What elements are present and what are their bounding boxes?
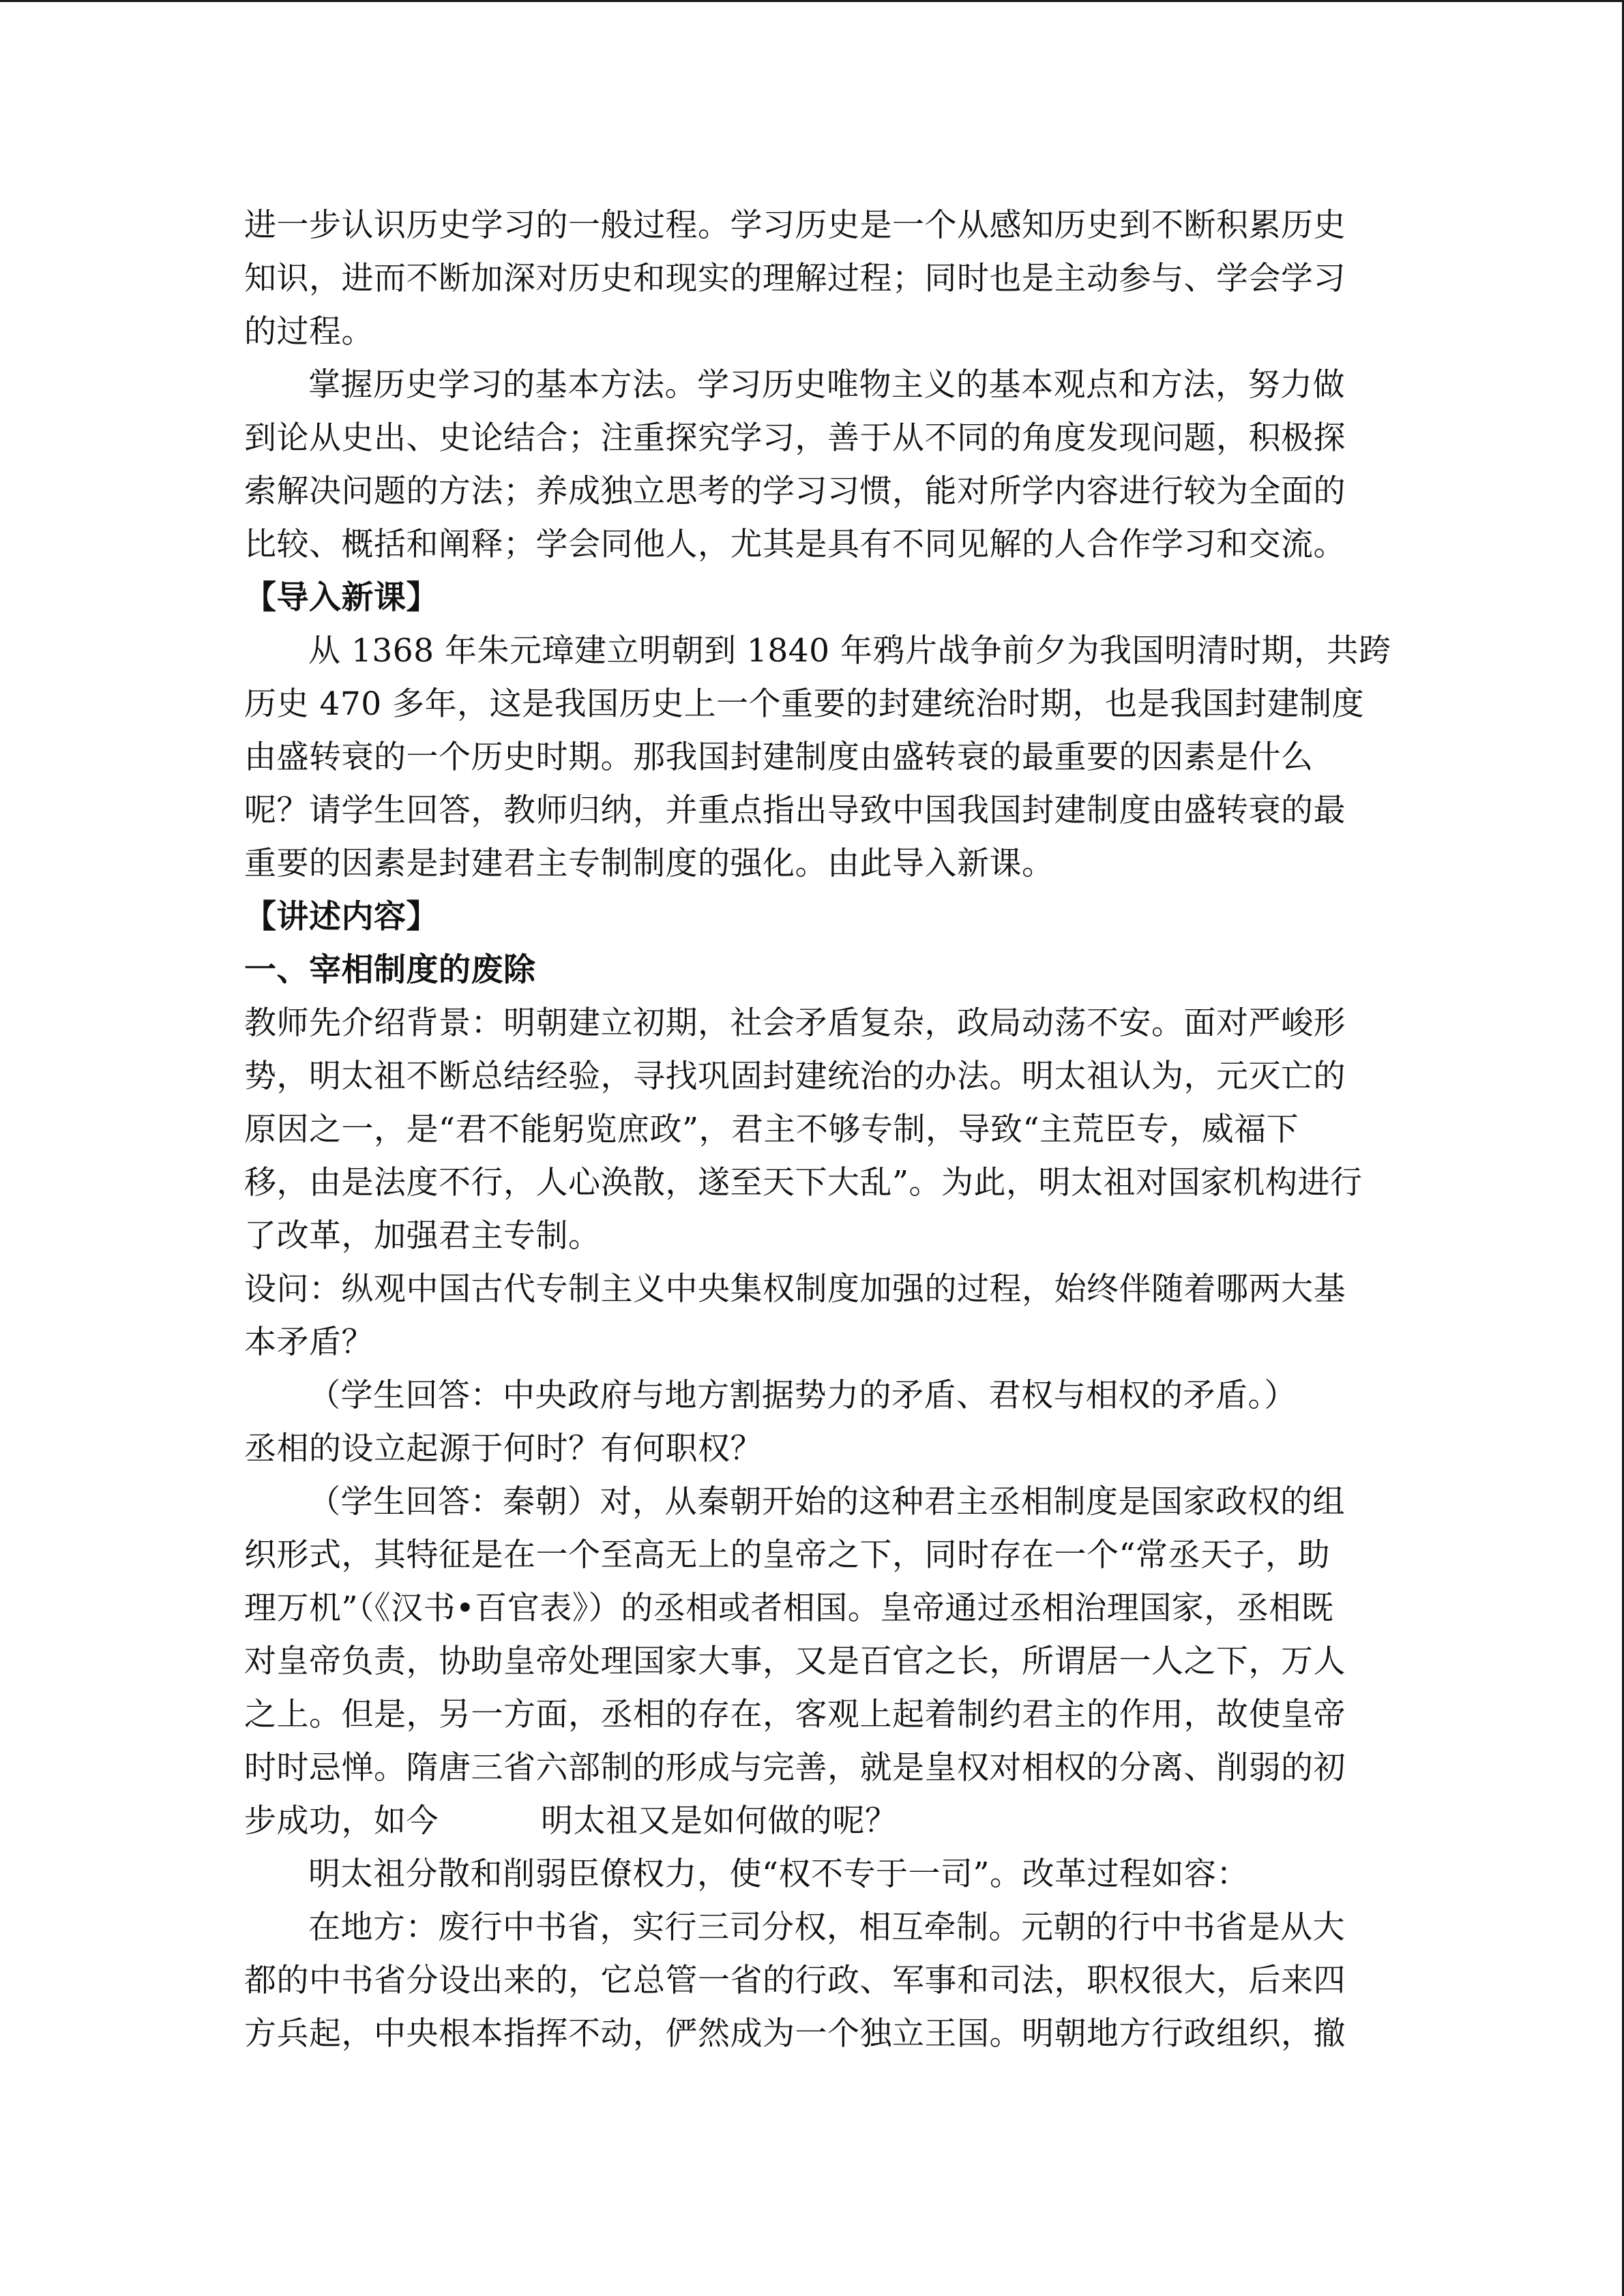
text-fragment: 步成功，如今 <box>244 1802 439 1840</box>
text-line: 了改革，加强君主专制。 <box>244 1217 601 1255</box>
text-line: 进一步认识历史学习的一般过程。学习历史是一个从感知历史到不断积累历史 <box>244 207 1346 244</box>
text-line: 都的中书省分设出来的，它总管一省的行政、军事和司法，职权很大，后来四 <box>244 1962 1346 1999</box>
text-line: 时时忌惮。隋唐三省六部制的形成与完善，就是皇权对相权的分离、削弱的初 <box>244 1749 1346 1787</box>
text-fragment: 明太祖又是如何做的呢？ <box>541 1802 898 1840</box>
text-line: 重要的因素是封建君主专制制度的强化。由此导入新课。 <box>244 845 1054 882</box>
text-line: 由盛转衰的一个历史时期。那我国封建制度由盛转衰的最重要的因素是什么 <box>244 739 1314 776</box>
text-line: 之上。但是，另一方面，丞相的存在，客观上起着制约君主的作用，故使皇帝 <box>244 1696 1346 1733</box>
section-heading-content: 【讲述内容】 <box>244 898 439 936</box>
text-line: 的过程。 <box>244 313 374 351</box>
text-line: 织形式，其特征是在一个至高无上的皇帝之下，同时存在一个“常丞天子，助 <box>244 1536 1331 1574</box>
text-line: 方兵起，中央根本指挥不动，俨然成为一个独立王国。明朝地方行政组织，撤 <box>244 2015 1346 2053</box>
text-line: 势，明太祖不断总结经验，寻找巩固封建统治的办法。明太祖认为，元灭亡的 <box>244 1058 1346 1095</box>
text-line: 索解决问题的方法；养成独立思考的学习习惯，能对所学内容进行较为全面的 <box>244 473 1346 510</box>
section-heading-1: 一、宰相制度的废除 <box>244 951 536 989</box>
text-line: 呢？请学生回答，教师归纳，并重点指出导致中国我国封建制度由盛转衰的最 <box>244 792 1346 829</box>
text-line: （学生回答：秦朝）对，从秦朝开始的这种君主丞相制度是国家政权的组 <box>308 1483 1345 1521</box>
text-line: 知识，进而不断加深对历史和现实的理解过程；同时也是主动参与、学会学习 <box>244 260 1346 297</box>
text-line: 本矛盾？ <box>244 1324 374 1361</box>
text-line: 移，由是法度不行，人心涣散，遂至天下大乱”。为此，明太祖对国家机构进行 <box>244 1164 1363 1202</box>
section-heading-intro: 【导入新课】 <box>244 579 439 616</box>
text-line: （学生回答：中央政府与地方割据势力的矛盾、君权与相权的矛盾。） <box>308 1377 1297 1414</box>
text-line: 对皇帝负责，协助皇帝处理国家大事，又是百官之长，所谓居一人之下，万人 <box>244 1643 1346 1680</box>
text-line: 比较、概括和阐释；学会同他人，尤其是具有不同见解的人合作学习和交流。 <box>244 526 1346 563</box>
text-line: 掌握历史学习的基本方法。学习历史唯物主义的基本观点和方法，努力做 <box>308 366 1345 404</box>
text-line <box>244 1795 1376 1848</box>
page-top-border <box>0 0 1624 2</box>
text-line: 教师先介绍背景：明朝建立初期，社会矛盾复杂，政局动荡不安。面对严峻形 <box>244 1004 1346 1042</box>
text-line: 到论从史出、史论结合；注重探究学习，善于从不同的角度发现问题，积极探 <box>244 419 1346 457</box>
text-line: 在地方：废行中书省，实行三司分权，相互牵制。元朝的行中书省是从大 <box>308 1909 1345 1946</box>
text-line: 设问：纵观中国古代专制主义中央集权制度加强的过程，始终伴随着哪两大基 <box>244 1270 1346 1308</box>
text-line: 历史 470 多年，这是我国历史上一个重要的封建统治时期，也是我国封建制度 <box>244 685 1365 723</box>
text-line: 丞相的设立起源于何时？有何职权？ <box>244 1430 763 1467</box>
text-line: 从 1368 年朱元璋建立明朝到 1840 年鸦片战争前夕为我国明清时期，共跨 <box>308 632 1391 670</box>
document-body <box>244 199 1391 2061</box>
text-line: 明太祖分散和削弱臣僚权力，使“权不专于一司”。改革过程如容： <box>308 1855 1250 1893</box>
text-line: 原因之一，是“君不能躬览庶政”，君主不够专制，导致“主荒臣专，威福下 <box>244 1111 1299 1148</box>
text-line: 理万机”（《汉书•百官表》）的丞相或者相国。皇帝通过丞相治理国家，丞相既 <box>244 1590 1334 1627</box>
